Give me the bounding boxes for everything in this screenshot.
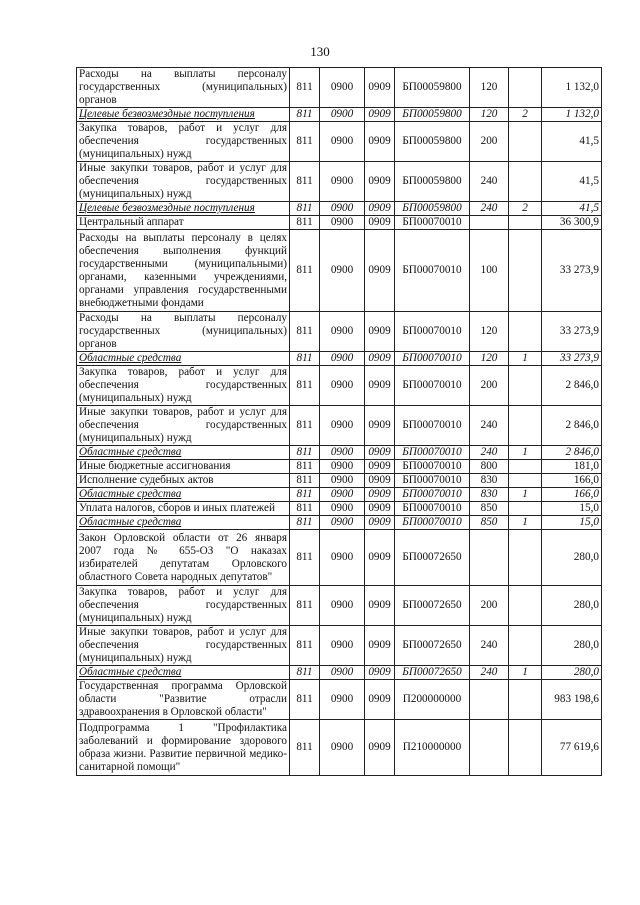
section-code-cell: 0900 — [320, 720, 365, 776]
amount-cell: 280,0 — [542, 666, 602, 680]
subsection-code-cell: 0909 — [365, 202, 395, 216]
grbs-code-cell: 811 — [290, 68, 320, 108]
table-row — [77, 586, 602, 626]
funding-source-cell — [509, 474, 542, 488]
table-row — [77, 352, 602, 366]
row-name-cell: Закупка товаров, работ и услуг для обеспечения государственных (муниципальных) нужд — [77, 366, 290, 406]
subsection-code-cell: 0909 — [365, 216, 395, 230]
section-code-cell: 0900 — [320, 530, 365, 586]
grbs-code-cell: 811 — [290, 626, 320, 666]
row-name-cell: Центральный аппарат — [77, 216, 290, 230]
target-article-cell: БП00070010 — [395, 474, 470, 488]
target-article-cell: БП00070010 — [395, 502, 470, 516]
section-code-cell: 0900 — [320, 586, 365, 626]
grbs-code-cell: 811 — [290, 406, 320, 446]
subsection-code-cell: 0909 — [365, 488, 395, 502]
table-row — [77, 626, 602, 666]
section-code-cell: 0900 — [320, 202, 365, 216]
row-name-cell: Уплата налогов, сборов и иных платежей — [77, 502, 290, 516]
table-row — [77, 530, 602, 586]
amount-cell: 15,0 — [542, 502, 602, 516]
subsection-code-cell: 0909 — [365, 406, 395, 446]
target-article-cell: БП00059800 — [395, 68, 470, 108]
amount-cell: 280,0 — [542, 586, 602, 626]
expense-type-cell: 240 — [470, 446, 509, 460]
grbs-code-cell: 811 — [290, 586, 320, 626]
target-article-cell: БП00059800 — [395, 202, 470, 216]
grbs-code-cell: 811 — [290, 108, 320, 122]
funding-source-cell: 2 — [509, 108, 542, 122]
table-row — [77, 108, 602, 122]
target-article-cell: П210000000 — [395, 720, 470, 776]
expense-type-cell: 240 — [470, 626, 509, 666]
table-row — [77, 162, 602, 202]
funding-source-cell — [509, 460, 542, 474]
amount-cell: 166,0 — [542, 474, 602, 488]
table-row — [77, 216, 602, 230]
funding-source-cell — [509, 720, 542, 776]
expense-type-cell — [470, 720, 509, 776]
target-article-cell: БП00072650 — [395, 530, 470, 586]
expense-type-cell: 240 — [470, 406, 509, 446]
subsection-code-cell: 0909 — [365, 680, 395, 720]
row-name-cell: Расходы на выплаты персоналу государственных (муниципальных) органов — [77, 312, 290, 352]
target-article-cell: БП00072650 — [395, 586, 470, 626]
subsection-code-cell: 0909 — [365, 720, 395, 776]
target-article-cell: БП00070010 — [395, 366, 470, 406]
target-article-cell: БП00070010 — [395, 406, 470, 446]
grbs-code-cell: 811 — [290, 230, 320, 312]
table-row — [77, 474, 602, 488]
amount-cell: 77 619,6 — [542, 720, 602, 776]
subsection-code-cell: 0909 — [365, 666, 395, 680]
funding-source-cell: 2 — [509, 202, 542, 216]
target-article-cell: БП00059800 — [395, 162, 470, 202]
subsection-code-cell: 0909 — [365, 530, 395, 586]
table-row — [77, 488, 602, 502]
grbs-code-cell: 811 — [290, 530, 320, 586]
funding-source-cell — [509, 680, 542, 720]
table-row — [77, 230, 602, 312]
target-article-cell: БП00059800 — [395, 122, 470, 162]
section-code-cell: 0900 — [320, 122, 365, 162]
funding-source-cell — [509, 406, 542, 446]
section-code-cell: 0900 — [320, 474, 365, 488]
grbs-code-cell: 811 — [290, 202, 320, 216]
grbs-code-cell: 811 — [290, 720, 320, 776]
grbs-code-cell: 811 — [290, 488, 320, 502]
table-row — [77, 312, 602, 352]
table-row — [77, 366, 602, 406]
grbs-code-cell: 811 — [290, 666, 320, 680]
subsection-code-cell: 0909 — [365, 230, 395, 312]
target-article-cell: БП00070010 — [395, 312, 470, 352]
subsection-code-cell: 0909 — [365, 460, 395, 474]
row-name-cell: Государственная программа Орловской области "Развитие отрасли здравоохранения в Орловской области" — [77, 680, 290, 720]
grbs-code-cell: 811 — [290, 474, 320, 488]
target-article-cell: БП00070010 — [395, 488, 470, 502]
table-row — [77, 720, 602, 776]
grbs-code-cell: 811 — [290, 680, 320, 720]
amount-cell: 41,5 — [542, 202, 602, 216]
amount-cell: 33 273,9 — [542, 312, 602, 352]
section-code-cell: 0900 — [320, 352, 365, 366]
section-code-cell: 0900 — [320, 366, 365, 406]
section-code-cell: 0900 — [320, 460, 365, 474]
target-article-cell: БП00070010 — [395, 460, 470, 474]
subsection-code-cell: 0909 — [365, 162, 395, 202]
expense-type-cell — [470, 530, 509, 586]
expense-type-cell: 120 — [470, 68, 509, 108]
grbs-code-cell: 811 — [290, 122, 320, 162]
row-name-cell: Подпрограмма 1 "Профилактика заболеваний и формирование здорового образа жизни. Развитие первичной медико-санитарной помощи" — [77, 720, 290, 776]
funding-source-cell — [509, 530, 542, 586]
row-name-cell: Расходы на выплаты персоналу в целях обеспечения выполнения функций государственными (муниципальными) органами, казенными учреждениями, органами управления государственными внебюджетными фондами — [77, 230, 290, 312]
section-code-cell: 0900 — [320, 108, 365, 122]
expense-type-cell: 240 — [470, 202, 509, 216]
amount-cell: 2 846,0 — [542, 366, 602, 406]
section-code-cell: 0900 — [320, 446, 365, 460]
subsection-code-cell: 0909 — [365, 516, 395, 530]
target-article-cell: БП00072650 — [395, 626, 470, 666]
subsection-code-cell: 0909 — [365, 446, 395, 460]
target-article-cell: БП00070010 — [395, 352, 470, 366]
row-name-cell: Расходы на выплаты персоналу государственных (муниципальных) органов — [77, 68, 290, 108]
section-code-cell: 0900 — [320, 666, 365, 680]
funding-source-cell — [509, 366, 542, 406]
amount-cell: 2 846,0 — [542, 406, 602, 446]
budget-table — [76, 67, 602, 776]
target-article-cell: БП00070010 — [395, 516, 470, 530]
target-article-cell: БП00070010 — [395, 230, 470, 312]
section-code-cell: 0900 — [320, 312, 365, 352]
section-code-cell: 0900 — [320, 230, 365, 312]
row-name-cell: Областные средства — [77, 488, 290, 502]
expense-type-cell — [470, 216, 509, 230]
table-row — [77, 68, 602, 108]
grbs-code-cell: 811 — [290, 460, 320, 474]
section-code-cell: 0900 — [320, 216, 365, 230]
expense-type-cell: 120 — [470, 352, 509, 366]
section-code-cell: 0900 — [320, 162, 365, 202]
amount-cell: 33 273,9 — [542, 230, 602, 312]
table-row — [77, 680, 602, 720]
row-name-cell: Закон Орловской области от 26 января 2007 года № 655-ОЗ "О наказах избирателей депутатам Орловского областного Совета народных депутатов" — [77, 530, 290, 586]
table-row — [77, 122, 602, 162]
amount-cell: 2 846,0 — [542, 446, 602, 460]
expense-type-cell: 240 — [470, 162, 509, 202]
section-code-cell: 0900 — [320, 626, 365, 666]
section-code-cell: 0900 — [320, 68, 365, 108]
funding-source-cell: 1 — [509, 516, 542, 530]
row-name-cell: Закупка товаров, работ и услуг для обеспечения государственных (муниципальных) нужд — [77, 586, 290, 626]
grbs-code-cell: 811 — [290, 366, 320, 406]
row-name-cell: Иные бюджетные ассигнования — [77, 460, 290, 474]
amount-cell: 166,0 — [542, 488, 602, 502]
expense-type-cell: 850 — [470, 516, 509, 530]
row-name-cell: Областные средства — [77, 352, 290, 366]
funding-source-cell: 1 — [509, 488, 542, 502]
subsection-code-cell: 0909 — [365, 474, 395, 488]
amount-cell: 36 300,9 — [542, 216, 602, 230]
target-article-cell: БП00070010 — [395, 446, 470, 460]
amount-cell: 1 132,0 — [542, 108, 602, 122]
row-name-cell: Закупка товаров, работ и услуг для обеспечения государственных (муниципальных) нужд — [77, 122, 290, 162]
expense-type-cell: 100 — [470, 230, 509, 312]
table-row — [77, 666, 602, 680]
row-name-cell: Областные средства — [77, 516, 290, 530]
grbs-code-cell: 811 — [290, 502, 320, 516]
amount-cell: 15,0 — [542, 516, 602, 530]
subsection-code-cell: 0909 — [365, 68, 395, 108]
amount-cell: 41,5 — [542, 122, 602, 162]
subsection-code-cell: 0909 — [365, 366, 395, 406]
funding-source-cell — [509, 626, 542, 666]
amount-cell: 280,0 — [542, 626, 602, 666]
amount-cell: 41,5 — [542, 162, 602, 202]
subsection-code-cell: 0909 — [365, 352, 395, 366]
table-row — [77, 502, 602, 516]
subsection-code-cell: 0909 — [365, 586, 395, 626]
table-row — [77, 202, 602, 216]
funding-source-cell: 1 — [509, 666, 542, 680]
row-name-cell: Целевые безвозмездные поступления — [77, 108, 290, 122]
target-article-cell: П200000000 — [395, 680, 470, 720]
funding-source-cell — [509, 230, 542, 312]
section-code-cell: 0900 — [320, 680, 365, 720]
page-number: 130 — [310, 44, 330, 59]
table-row — [77, 446, 602, 460]
target-article-cell: БП00059800 — [395, 108, 470, 122]
expense-type-cell: 200 — [470, 366, 509, 406]
amount-cell: 280,0 — [542, 530, 602, 586]
subsection-code-cell: 0909 — [365, 502, 395, 516]
amount-cell: 33 273,9 — [542, 352, 602, 366]
grbs-code-cell: 811 — [290, 162, 320, 202]
expense-type-cell: 800 — [470, 460, 509, 474]
subsection-code-cell: 0909 — [365, 122, 395, 162]
expense-type-cell: 120 — [470, 108, 509, 122]
row-name-cell: Областные средства — [77, 666, 290, 680]
funding-source-cell — [509, 122, 542, 162]
grbs-code-cell: 811 — [290, 516, 320, 530]
amount-cell: 983 198,6 — [542, 680, 602, 720]
expense-type-cell: 200 — [470, 586, 509, 626]
grbs-code-cell: 811 — [290, 446, 320, 460]
target-article-cell: БП00070010 — [395, 216, 470, 230]
funding-source-cell — [509, 216, 542, 230]
expense-type-cell: 830 — [470, 474, 509, 488]
section-code-cell: 0900 — [320, 502, 365, 516]
funding-source-cell — [509, 312, 542, 352]
expense-type-cell: 120 — [470, 312, 509, 352]
grbs-code-cell: 811 — [290, 352, 320, 366]
expense-type-cell: 240 — [470, 666, 509, 680]
subsection-code-cell: 0909 — [365, 312, 395, 352]
row-name-cell: Областные средства — [77, 446, 290, 460]
expense-type-cell — [470, 680, 509, 720]
row-name-cell: Целевые безвозмездные поступления — [77, 202, 290, 216]
funding-source-cell: 1 — [509, 352, 542, 366]
table-row — [77, 516, 602, 530]
grbs-code-cell: 811 — [290, 216, 320, 230]
section-code-cell: 0900 — [320, 516, 365, 530]
funding-source-cell — [509, 68, 542, 108]
expense-type-cell: 200 — [470, 122, 509, 162]
row-name-cell: Иные закупки товаров, работ и услуг для обеспечения государственных (муниципальных) нужд — [77, 626, 290, 666]
subsection-code-cell: 0909 — [365, 108, 395, 122]
funding-source-cell — [509, 586, 542, 626]
expense-type-cell: 830 — [470, 488, 509, 502]
target-article-cell: БП00072650 — [395, 666, 470, 680]
section-code-cell: 0900 — [320, 406, 365, 446]
funding-source-cell — [509, 502, 542, 516]
row-name-cell: Исполнение судебных актов — [77, 474, 290, 488]
row-name-cell: Иные закупки товаров, работ и услуг для обеспечения государственных (муниципальных) нужд — [77, 162, 290, 202]
row-name-cell: Иные закупки товаров, работ и услуг для обеспечения государственных (муниципальных) нужд — [77, 406, 290, 446]
grbs-code-cell: 811 — [290, 312, 320, 352]
amount-cell: 1 132,0 — [542, 68, 602, 108]
section-code-cell: 0900 — [320, 488, 365, 502]
subsection-code-cell: 0909 — [365, 626, 395, 666]
funding-source-cell: 1 — [509, 446, 542, 460]
table-row — [77, 406, 602, 446]
table-row — [77, 460, 602, 474]
funding-source-cell — [509, 162, 542, 202]
expense-type-cell: 850 — [470, 502, 509, 516]
amount-cell: 181,0 — [542, 460, 602, 474]
